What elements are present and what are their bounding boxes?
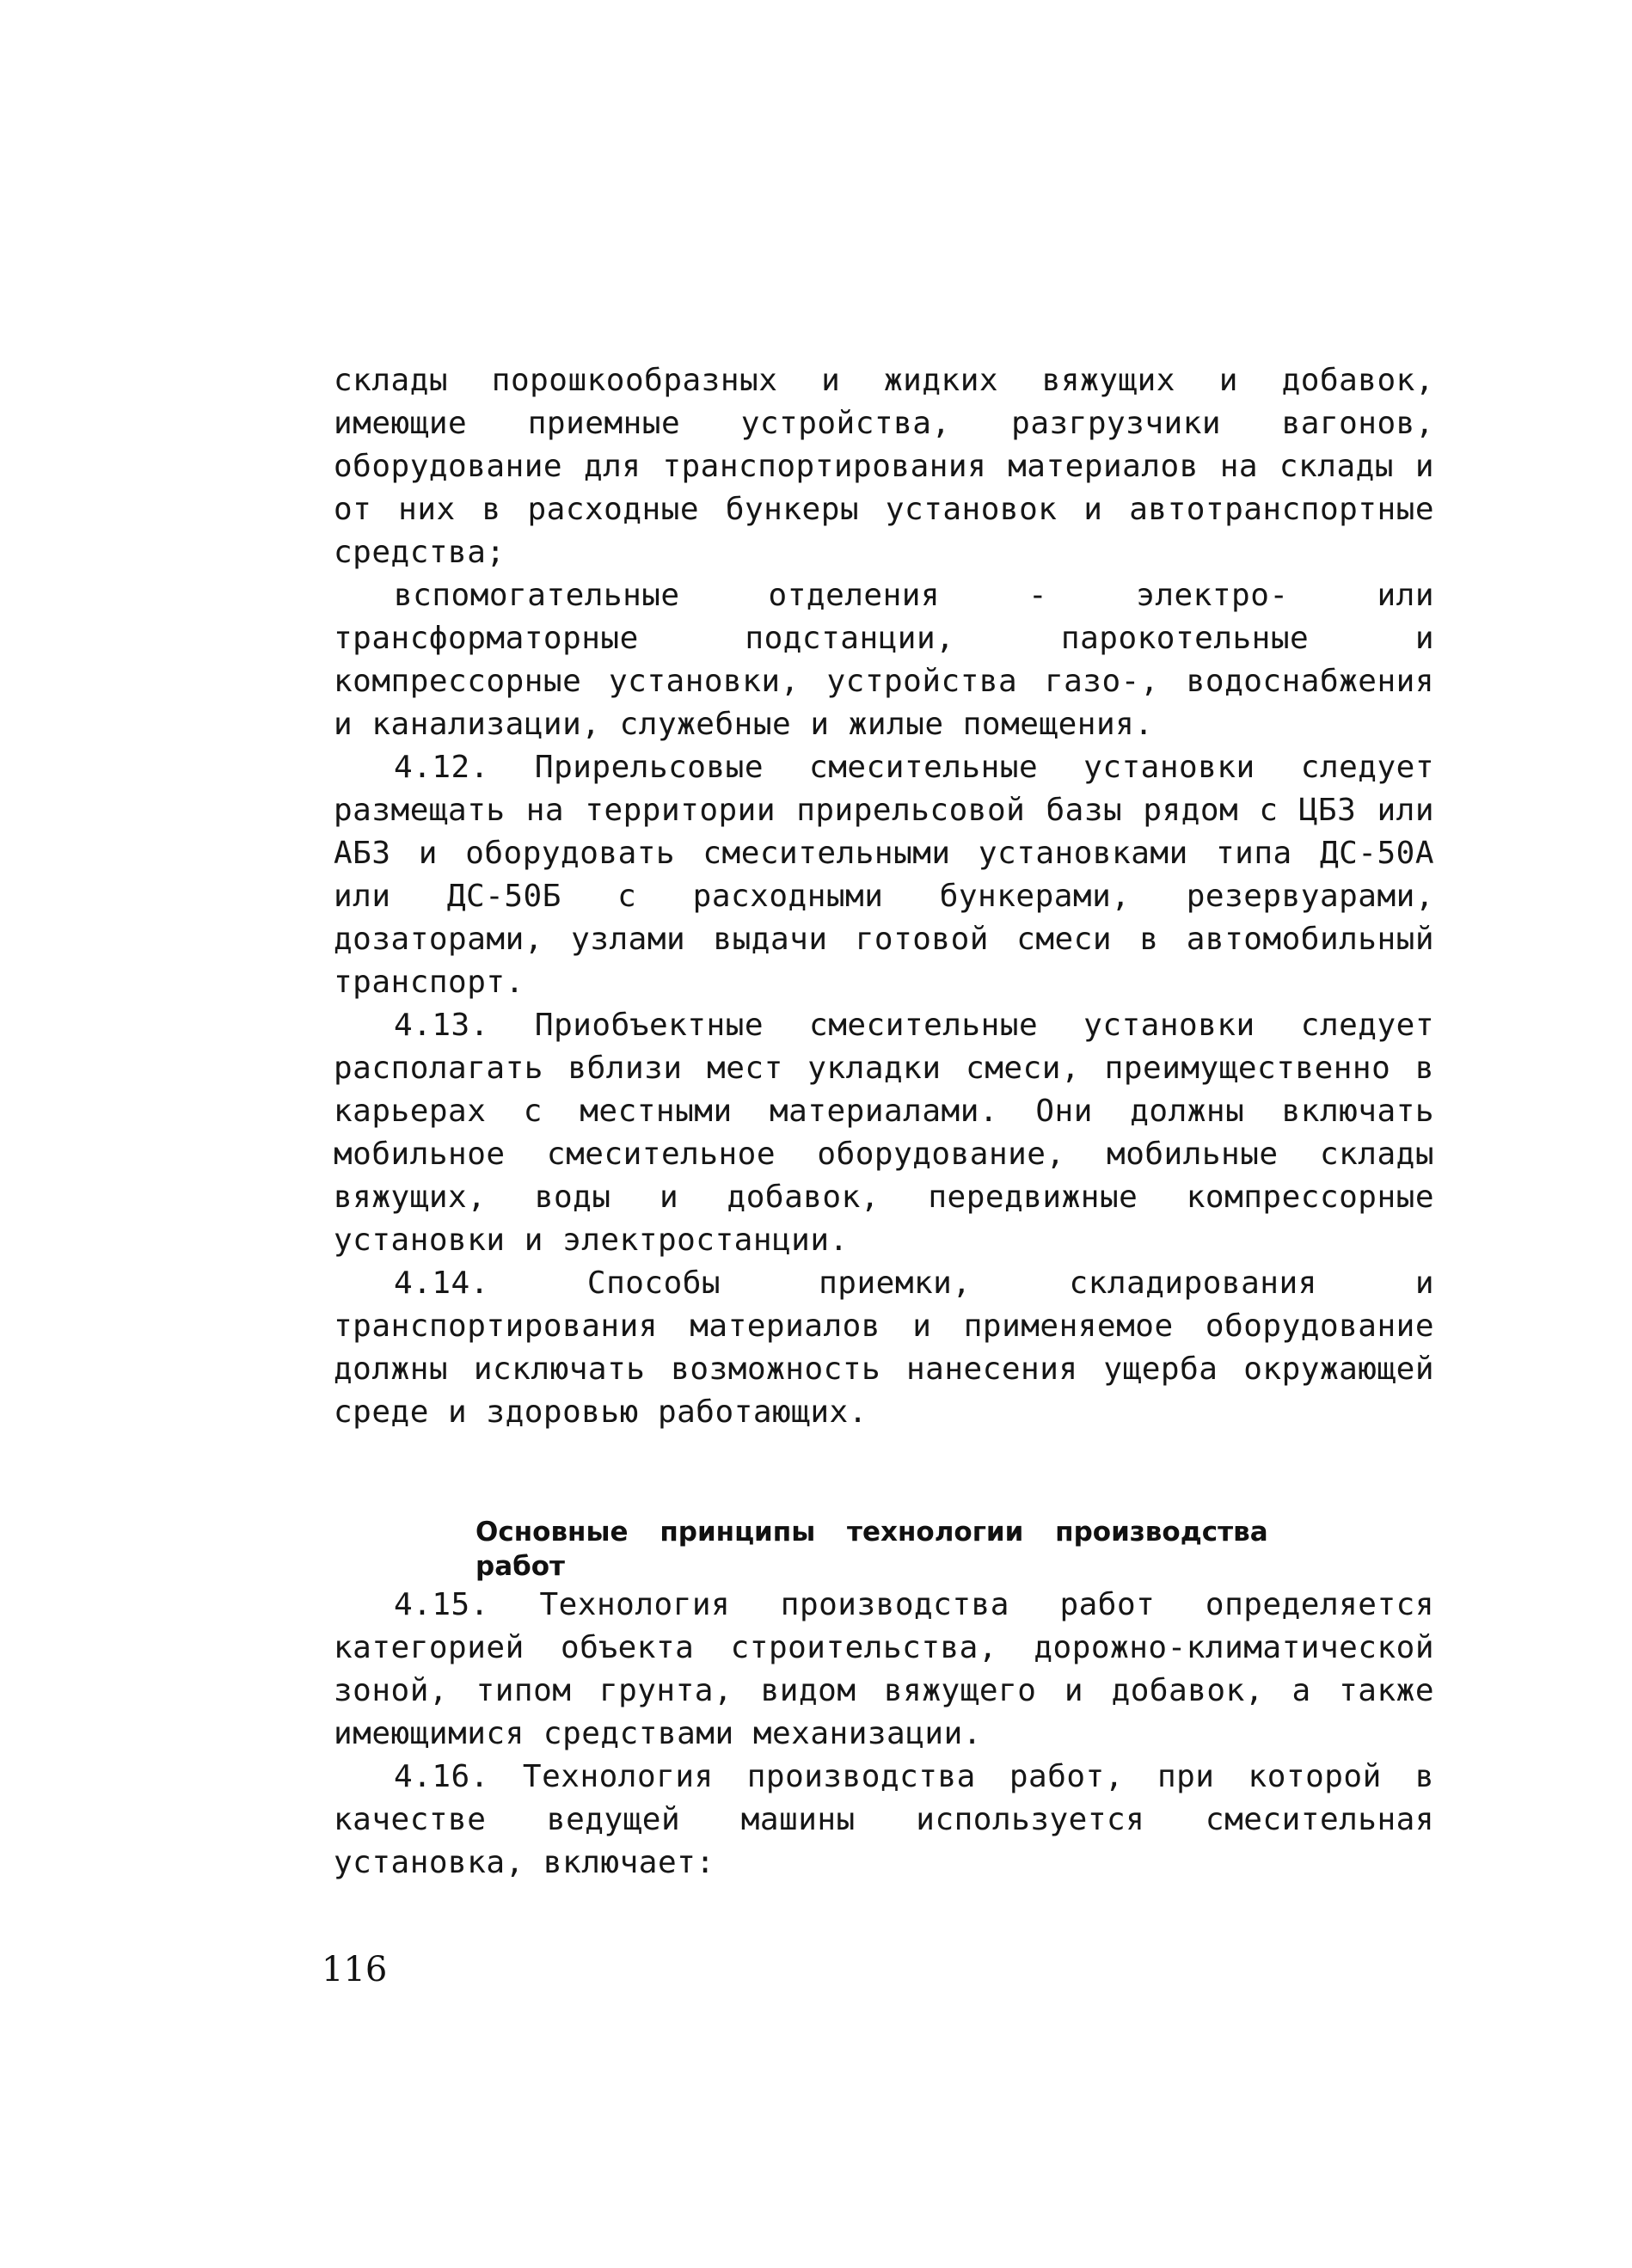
paragraph-4-16: 4.16. Технология производства работ, при которой в качестве ведущей машины используется смесительная установка, включает: (334, 1759, 1434, 1880)
paragraph-4-12: 4.12. Прирельсовые смесительные установки следует размещать на территории прирельсовой базы рядом с ЦБЗ или АБЗ и оборудовать смесительными установками типа ДС-50А или ДС-50Б с расходными бункерами, резервуарами, дозаторами, узлами выдачи готовой смеси в автомобильный транспорт. (334, 750, 1434, 1000)
paragraph-4-14: 4.14. Способы приемки, складирования и транспортирования материалов и применяемое оборудование должны исключать возможность нанесения ущерба окружающей среде и здоровью работающих. (334, 1266, 1434, 1430)
paragraph-auxiliary-departments: вспомогательные отделения - электро- или трансформаторные подстанции, парокотельные и компрессорные установки, устройства газо-, водоснабжения и канализации, служебные и жилые помещения. (334, 578, 1434, 742)
section-heading: Основные принципы технологии производства работ (475, 1517, 1268, 1582)
paragraph-4-15: 4.15. Технология производства работ определяется категорией объекта строительства, дорожно-климатической зоной, типом грунта, видом вяжущего и добавок, а также имеющимися средствами механизации. (334, 1587, 1434, 1751)
page-number: 116 (322, 1950, 388, 1989)
paragraph-warehouses: склады порошкообразных и жидких вяжущих и добавок, имеющие приемные устройства, разгрузчики вагонов, оборудование для транспортирования материалов на склады и от них в расходные бункеры установок и автотранспортные средства; (334, 363, 1434, 570)
paragraph-4-13: 4.13. Приобъектные смесительные установки следует располагать вблизи мест укладки смеси, преимущественно в карьерах с местными материалами. Они должны включать мобильное смесительное оборудование, мобильные склады вяжущих, воды и добавок, передвижные компрессорные установки и электростанции. (334, 1008, 1434, 1258)
